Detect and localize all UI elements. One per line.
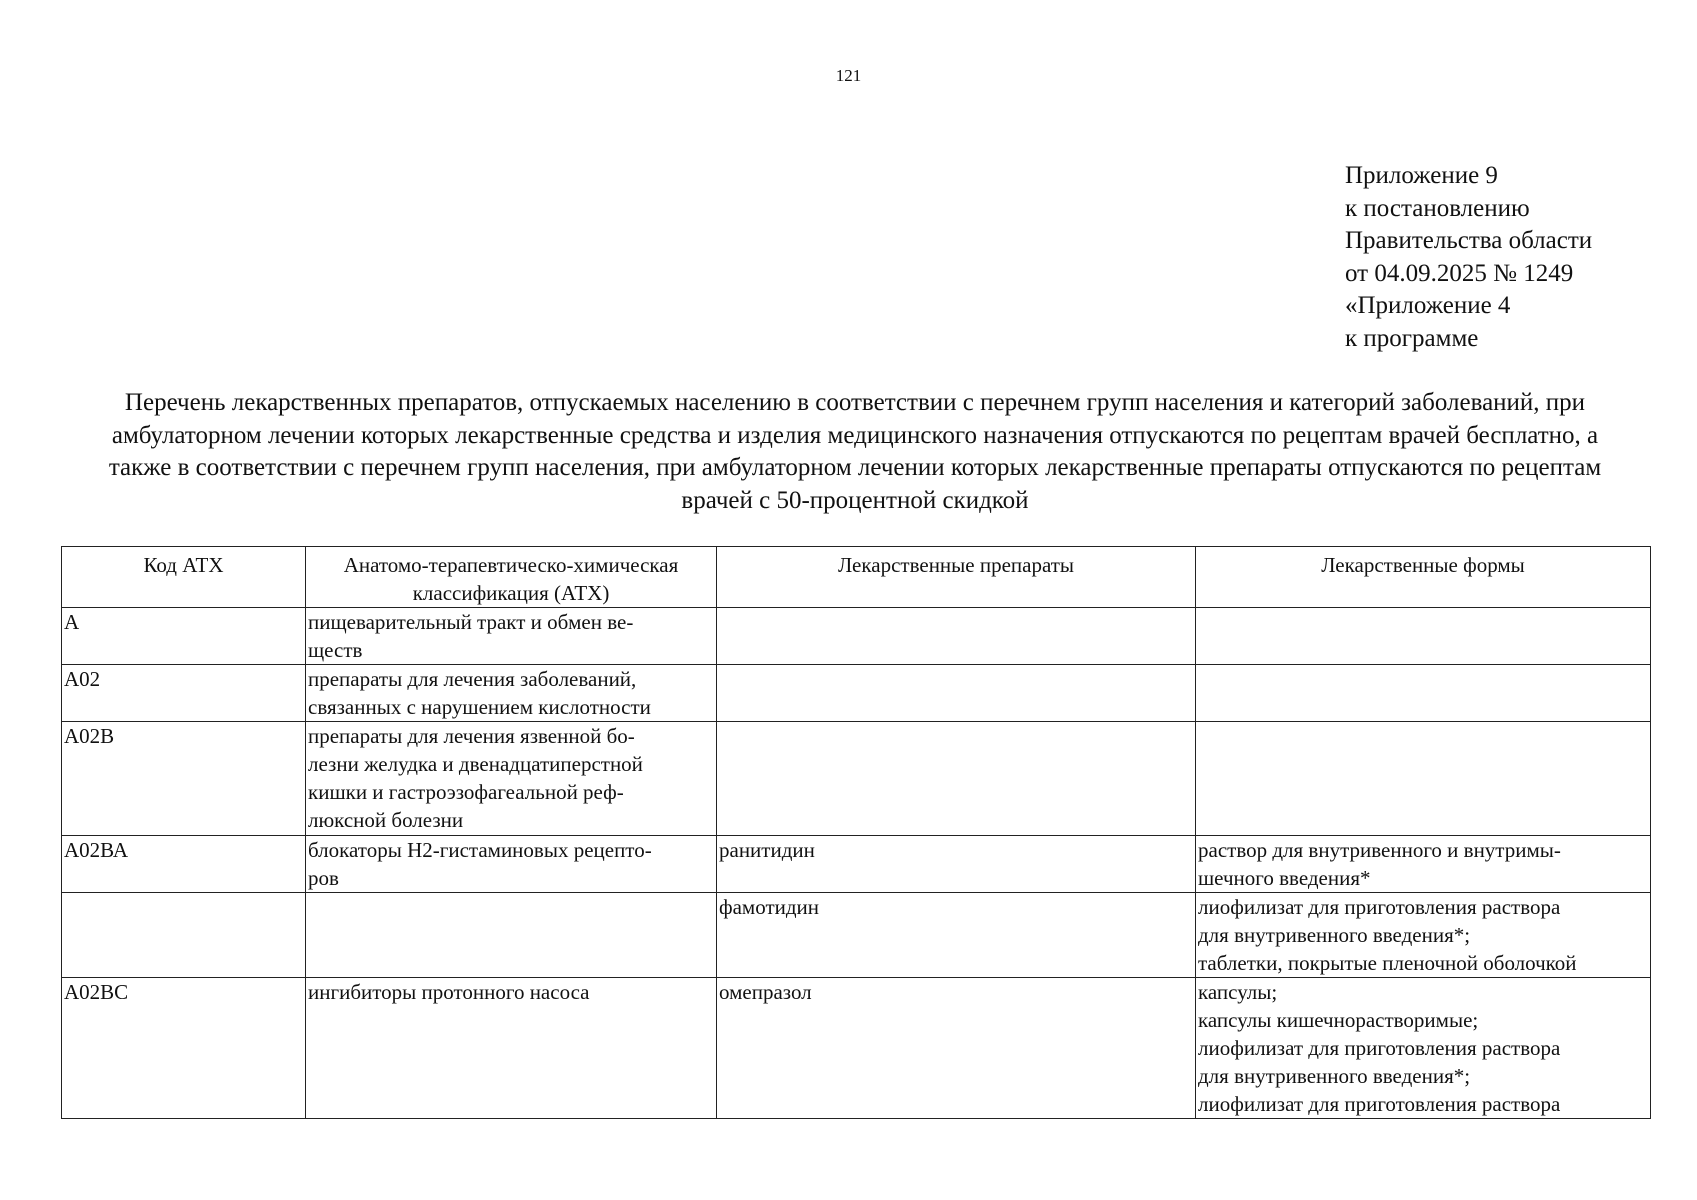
header-atc-code: Код АТХ bbox=[62, 547, 306, 608]
table-header-row bbox=[62, 547, 1651, 608]
cell-forms: лиофилизат для приготовления раствора для внутривенного введения*; таблетки, покрытые пленочной оболочкой bbox=[1196, 893, 1651, 978]
cell-code: А02В bbox=[62, 722, 306, 836]
cell-classification: препараты для лечения заболеваний, связанных с нарушением кислотности bbox=[306, 665, 717, 722]
header-dosage-forms: Лекарственные формы bbox=[1196, 547, 1651, 608]
header-atc-classification: Анатомо-терапевтическо-химическая классификация (АТХ) bbox=[306, 547, 717, 608]
appendix-line: Правительства области bbox=[1345, 227, 1593, 254]
table-row bbox=[62, 978, 1651, 1119]
document-title: Перечень лекарственных препаратов, отпускаемых населению в соответствии с перечнем групп населения и категорий заболеваний, при амбулаторном лечении которых лекарственные средства и изделия медицинского назначения отпускаются по рецептам врачей бесплатно, а также в соответствии с перечнем групп населения, при амбулаторном лечении которых лекарственные препараты отпускаются по рецептам врачей с 50-процентной скидкой bbox=[108, 389, 1602, 514]
cell-classification: препараты для лечения язвенной бо- лезни желудка и двенадцатиперстной кишки и гастроэзофагеальной реф- люксной болезни bbox=[306, 722, 717, 836]
appendix-line: от 04.09.2025 № 1249 bbox=[1345, 259, 1574, 287]
cell-drug bbox=[717, 722, 1196, 836]
appendix-reference bbox=[1345, 160, 1592, 355]
table-row bbox=[62, 893, 1651, 978]
cell-code: А02ВА bbox=[62, 836, 306, 893]
cell-drug: омепразол bbox=[717, 978, 1196, 1119]
cell-forms bbox=[1196, 665, 1651, 722]
header-drugs: Лекарственные препараты bbox=[717, 547, 1196, 608]
cell-drug: фамотидин bbox=[717, 893, 1196, 978]
table-row bbox=[62, 665, 1651, 722]
cell-drug bbox=[717, 608, 1196, 665]
drug-table bbox=[61, 546, 1651, 1119]
cell-classification: блокаторы Н2-гистаминовых рецепто- ров bbox=[306, 836, 717, 893]
cell-classification: ингибиторы протонного насоса bbox=[306, 978, 717, 1119]
page-number: 121 bbox=[835, 66, 862, 85]
appendix-line: к программе bbox=[1345, 324, 1479, 352]
cell-forms bbox=[1196, 722, 1651, 836]
cell-drug bbox=[717, 665, 1196, 722]
table-row bbox=[62, 722, 1651, 836]
cell-classification: пищеварительный тракт и обмен ве- ществ bbox=[306, 608, 717, 665]
appendix-line: «Приложение 4 bbox=[1345, 292, 1511, 319]
cell-code bbox=[62, 893, 306, 978]
cell-forms: раствор для внутривенного и внутримы- шечного введения* bbox=[1196, 836, 1651, 893]
cell-forms: капсулы; капсулы кишечнорастворимые; лиофилизат для приготовления раствора для внутривенного введения*; лиофилизат для приготовления раствора bbox=[1196, 978, 1651, 1119]
cell-code: А02 bbox=[62, 665, 306, 722]
appendix-line: Приложение 9 bbox=[1345, 162, 1498, 189]
cell-classification bbox=[306, 893, 717, 978]
table-row bbox=[62, 608, 1651, 665]
cell-forms bbox=[1196, 608, 1651, 665]
cell-code: А bbox=[62, 608, 306, 665]
table-row bbox=[62, 836, 1651, 893]
appendix-line: к постановлению bbox=[1345, 194, 1530, 222]
cell-code: А02ВС bbox=[62, 978, 306, 1119]
cell-drug: ранитидин bbox=[717, 836, 1196, 893]
